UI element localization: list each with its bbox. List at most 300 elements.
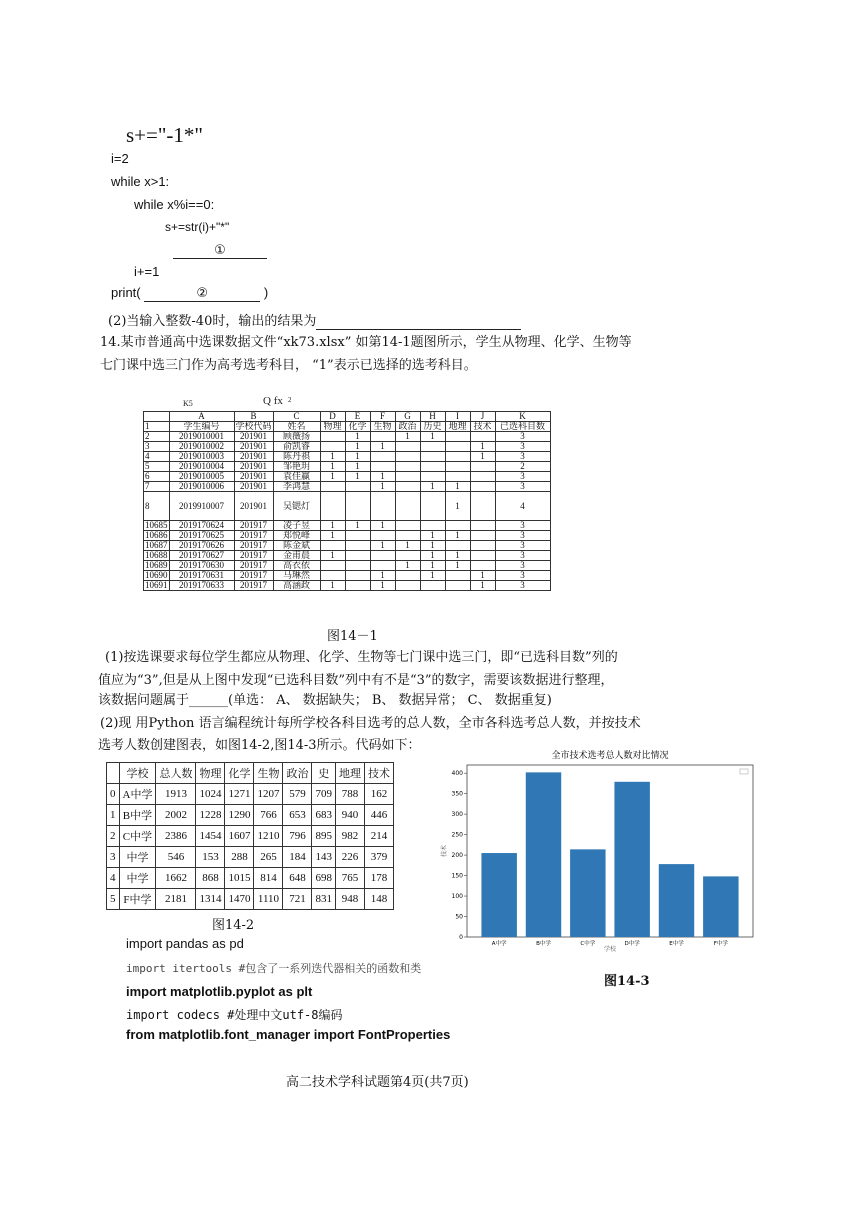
y-tick-label: 400 [451, 770, 463, 778]
sheet-cell [395, 492, 420, 521]
table-header-cell: 史 [312, 763, 336, 784]
sheet-cell [470, 472, 495, 482]
sheet-cell: 2019010002 [169, 442, 234, 452]
figure-14-2-caption: 图14-2 [212, 918, 255, 933]
table-cell: 3 [107, 847, 120, 868]
sheet-cell: 3 [495, 452, 550, 462]
sheet-cell: 2 [144, 432, 170, 442]
table-header-cell: 物理 [196, 763, 225, 784]
sheet-row [144, 442, 551, 452]
sheet-cell [395, 551, 420, 561]
sheet-row [144, 472, 551, 482]
blank-1: ① [173, 242, 267, 259]
table-cell: 1024 [196, 784, 225, 805]
sheet-cell: 2019010003 [169, 452, 234, 462]
chart-title: 全市技术选考总人数对比情况 [551, 751, 669, 761]
sheet-cell: 1 [395, 561, 420, 571]
sheet-cell [445, 541, 470, 551]
sheet-cell: 姓名 [273, 422, 320, 432]
sheet-cell [345, 581, 370, 591]
sheet-cell: 生物 [370, 422, 395, 432]
sheet-cell: 已选科目数 [495, 422, 550, 432]
x-tick-label: A中学 [491, 941, 507, 947]
blank-2: ② [144, 285, 260, 302]
table-header-cell: 化学 [225, 763, 254, 784]
sheet-cell: 201901 [234, 432, 273, 442]
table-cell: 940 [335, 805, 364, 826]
sheet-cell: 俞凯睿 [273, 442, 320, 452]
sheet-cell: 1 [470, 452, 495, 462]
sheet-row [144, 521, 551, 531]
sheet-cell: 201917 [234, 531, 273, 541]
y-tick-label: 150 [451, 872, 463, 880]
chart-ylabel: 技术 [441, 844, 448, 858]
sheet-cell: 2019170630 [169, 561, 234, 571]
sheet-cell: 1 [370, 571, 395, 581]
y-tick-label: 200 [451, 852, 463, 860]
formula-value: 2 [288, 396, 292, 404]
sheet-cell: 201901 [234, 442, 273, 452]
sheet-cell [395, 571, 420, 581]
table-cell: 814 [254, 868, 283, 889]
sheet-cell: 1 [420, 432, 445, 442]
sheet-cell [470, 482, 495, 492]
table-cell: 2181 [156, 889, 196, 910]
sheet-cell: F [370, 412, 395, 422]
y-tick-label: 250 [451, 831, 463, 839]
sheet-cell: 1 [420, 531, 445, 541]
name-box: K5 [183, 399, 193, 408]
sheet-cell: 1 [470, 581, 495, 591]
table-cell: 579 [283, 784, 312, 805]
sheet-cell: 1 [320, 521, 345, 531]
sheet-cell [370, 492, 395, 521]
sheet-cell: 1 [320, 551, 345, 561]
table-cell: B中学 [119, 805, 156, 826]
sheet-cell [445, 581, 470, 591]
print-prefix: print( [111, 285, 141, 300]
sheet-cell [445, 571, 470, 581]
table-cell: 1314 [196, 889, 225, 910]
sheet-cell [345, 482, 370, 492]
sheet-cell: 2019170625 [169, 531, 234, 541]
table-cell: 1607 [225, 826, 254, 847]
page-footer: 高二技术学科试题第4页(共7页) [286, 1075, 469, 1090]
sheet-cell: 技术 [470, 422, 495, 432]
sheet-cell: 1 [144, 422, 170, 432]
sheet-cell: 10685 [145, 520, 168, 530]
sheet-cell: 5 [144, 462, 170, 472]
table-cell: F中学 [119, 889, 156, 910]
bar [481, 853, 516, 937]
sheet-cell: 4 [495, 492, 550, 521]
sheet-cell [144, 412, 170, 422]
table-cell: 2386 [156, 826, 196, 847]
sheet-cell [470, 462, 495, 472]
sheet-cell [420, 452, 445, 462]
sheet-cell [395, 521, 420, 531]
sheet-cell: 学校代码 [235, 421, 272, 431]
table-cell: 143 [312, 847, 336, 868]
y-tick-label: 100 [451, 893, 463, 901]
table-header-cell: 政治 [283, 763, 312, 784]
sheet-cell: 政治 [395, 422, 420, 432]
sheet-cell: 1 [420, 551, 445, 561]
sheet-cell: 201901 [234, 452, 273, 462]
sheet-cell [395, 462, 420, 472]
sheet-cell [345, 561, 370, 571]
school-summary-table [106, 762, 394, 910]
sheet-cell: 201901 [234, 462, 273, 472]
table-row [107, 784, 394, 805]
q14-line1: 14.某市普通高中选课数据文件“xk73.xlsx” 如第14-1题图所示，学生从物理、化学、生物等 [100, 335, 632, 350]
y-tick-label: 50 [455, 913, 463, 921]
sheet-cell: 1 [320, 531, 345, 541]
sheet-cell: 1 [370, 482, 395, 492]
table-cell: 1207 [254, 784, 283, 805]
x-tick-label: B中学 [536, 941, 551, 947]
sheet-cell [470, 541, 495, 551]
sheet-cell: 高涵政 [273, 581, 320, 591]
answer-blank [316, 314, 521, 330]
table-cell: 5 [107, 889, 120, 910]
table-row [107, 847, 394, 868]
sheet-cell [470, 561, 495, 571]
sheet-row [144, 541, 551, 551]
sheet-cell: 学生编号 [169, 422, 234, 432]
sheet-cell: 1 [370, 521, 395, 531]
table-cell: 765 [335, 868, 364, 889]
table-cell: 948 [335, 889, 364, 910]
sheet-cell [445, 521, 470, 531]
sheet-cell: 2019170631 [169, 571, 234, 581]
sheet-cell: 1 [345, 472, 370, 482]
table-header-cell: 技术 [364, 763, 393, 784]
table-header-cell [107, 763, 120, 784]
table-cell: 709 [312, 784, 336, 805]
table-cell: 1210 [254, 826, 283, 847]
sheet-cell: 1 [345, 452, 370, 462]
column-letter-row [144, 412, 551, 422]
sheet-cell: 1 [445, 492, 470, 521]
table-cell: 153 [196, 847, 225, 868]
y-tick-label: 0 [459, 934, 463, 941]
q1-line2: 值应为“3”,但是从上图中发现“已选科目数”列中有不是“3”的数字，需要该数据进行整理， [98, 673, 614, 688]
figure-14-3-caption: 图14-3 [604, 974, 650, 989]
sheet-cell: 3 [495, 571, 550, 581]
sheet-cell: 1 [370, 472, 395, 482]
sheet-cell: 1 [370, 581, 395, 591]
sheet-cell [470, 521, 495, 531]
sheet-cell [320, 442, 345, 452]
sheet-cell: 郑悦峰 [273, 531, 320, 541]
sheet-cell: 201917 [234, 541, 273, 551]
q2b-line2: 选考人数创建图表，如图14-2,图14-3所示。代码如下： [98, 738, 421, 753]
sheet-cell: 地理 [445, 422, 470, 432]
sheet-cell [320, 482, 345, 492]
sheet-cell: 1 [395, 432, 420, 442]
table-row [107, 826, 394, 847]
sheet-cell: 4 [144, 452, 170, 462]
table-cell: 796 [283, 826, 312, 847]
sheet-cell: 3 [495, 581, 550, 591]
sheet-cell [345, 492, 370, 521]
bar [526, 772, 561, 937]
sheet-cell: 2019170627 [169, 551, 234, 561]
x-tick-label: F中学 [713, 941, 728, 947]
table-cell: 4 [107, 868, 120, 889]
sheet-cell [320, 492, 345, 521]
table-cell: 1 [107, 805, 120, 826]
table-cell: 中学 [119, 868, 156, 889]
sheet-cell: 1 [395, 541, 420, 551]
table-cell: 1662 [156, 868, 196, 889]
sheet-cell [420, 472, 445, 482]
code-import-pandas: import pandas as pd [126, 936, 244, 951]
code-line-sadd: s+=str(i)+"*" [165, 220, 230, 234]
table-cell: 648 [283, 868, 312, 889]
table-cell: 683 [312, 805, 336, 826]
sheet-cell: 1 [320, 452, 345, 462]
table-cell: 265 [254, 847, 283, 868]
table-cell: 1015 [225, 868, 254, 889]
table-header-cell: 学校 [119, 763, 156, 784]
table-cell: C中学 [119, 826, 156, 847]
sheet-cell [445, 442, 470, 452]
q1-line3: 该数据问题属于______(单选： A、 数据缺失； B、 数据异常； C、 数据重复) [98, 693, 552, 708]
sheet-row [144, 561, 551, 571]
sheet-cell: 3 [495, 531, 550, 541]
q14-line2: 七门课中选三门作为高考选考科目， “1”表示已选择的选考科目。 [100, 358, 477, 373]
code-line-while2: while x%i==0: [134, 197, 215, 212]
sheet-cell: G [395, 412, 420, 422]
sheet-cell: 历史 [420, 422, 445, 432]
sheet-cell: 吴锶灯 [273, 492, 320, 521]
sheet-cell: 1 [370, 541, 395, 551]
sheet-cell: 1 [345, 432, 370, 442]
sheet-cell: 2019010006 [169, 482, 234, 492]
sheet-cell: 顾薇扬 [273, 432, 320, 442]
sheet-cell: H [420, 412, 445, 422]
sheet-cell [420, 462, 445, 472]
sheet-cell: 1 [445, 561, 470, 571]
sheet-cell: J [470, 412, 495, 422]
sheet-row [144, 462, 551, 472]
table-cell: 721 [283, 889, 312, 910]
sheet-cell [395, 581, 420, 591]
sheet-cell: 物理 [320, 422, 345, 432]
sheet-cell: 陈金斌 [273, 541, 320, 551]
sheet-cell [395, 531, 420, 541]
sheet-row [144, 452, 551, 462]
code-line-iinc: i+=1 [134, 264, 160, 279]
table-cell: 379 [364, 847, 393, 868]
spreadsheet-table [143, 411, 551, 591]
sheet-row [144, 551, 551, 561]
sheet-cell: I [445, 412, 470, 422]
table-cell: 214 [364, 826, 393, 847]
table-cell: 1454 [196, 826, 225, 847]
figure-14-1-caption: 图14－1 [327, 629, 378, 644]
q2-text [108, 310, 521, 330]
sheet-cell [370, 452, 395, 462]
sheet-cell: 1 [370, 442, 395, 452]
bar [703, 876, 738, 937]
table-cell: 982 [335, 826, 364, 847]
sheet-row [144, 432, 551, 442]
sheet-cell: 201901 [234, 482, 273, 492]
sheet-cell: D [320, 412, 345, 422]
sheet-cell: 1 [470, 571, 495, 581]
sheet-cell [420, 581, 445, 591]
sheet-cell [445, 452, 470, 462]
table-cell: 895 [312, 826, 336, 847]
sheet-cell: 1 [445, 551, 470, 561]
sheet-row [144, 581, 551, 591]
sheet-cell [370, 432, 395, 442]
code-line-print [111, 285, 268, 302]
sheet-cell [470, 551, 495, 561]
table-header-cell: 总人数 [156, 763, 196, 784]
formula-label: Q fx [263, 395, 283, 407]
table-cell: 868 [196, 868, 225, 889]
bar [570, 849, 605, 937]
sheet-cell [320, 541, 345, 551]
code-import-codecs: import codecs #处理中文utf-8编码 [126, 1008, 343, 1022]
table-cell: 1290 [225, 805, 254, 826]
sheet-cell: 1 [445, 531, 470, 541]
table-cell: 831 [312, 889, 336, 910]
table-cell: 1913 [156, 784, 196, 805]
legend-box [740, 769, 748, 774]
sheet-cell: 2019170624 [169, 521, 234, 531]
sheet-cell: 3 [495, 472, 550, 482]
sheet-cell [445, 462, 470, 472]
sheet-cell [395, 482, 420, 492]
q2-label: (2)当输入整数-40时，输出的结果为 [108, 314, 317, 329]
sheet-cell [420, 521, 445, 531]
sheet-cell: K [495, 412, 550, 422]
sheet-row [144, 571, 551, 581]
table-cell: 2 [107, 826, 120, 847]
sheet-cell: 3 [495, 541, 550, 551]
sheet-cell: 3 [495, 432, 550, 442]
table-cell: 178 [364, 868, 393, 889]
sheet-cell [420, 442, 445, 452]
sheet-cell: 化学 [345, 422, 370, 432]
table-row [107, 868, 394, 889]
sheet-cell: 2019010005 [169, 472, 234, 482]
y-tick-label: 350 [451, 790, 463, 798]
sheet-cell: 1 [345, 442, 370, 452]
table-cell: 1228 [196, 805, 225, 826]
code-blank-1 [173, 242, 267, 259]
table-cell: 0 [107, 784, 120, 805]
sheet-row [144, 492, 551, 521]
code-line-while1: while x>1: [111, 174, 170, 189]
table-header-cell: 地理 [335, 763, 364, 784]
sheet-cell [320, 561, 345, 571]
sheet-cell: 邹艳玥 [273, 462, 320, 472]
sheet-cell [370, 551, 395, 561]
code-import-itertools: import itertools #包含了一系列迭代器相关的函数和类 [126, 962, 422, 975]
sheet-cell [445, 472, 470, 482]
sheet-cell [345, 531, 370, 541]
sheet-row [144, 482, 551, 492]
sheet-cell: 1 [420, 571, 445, 581]
table-cell: 2002 [156, 805, 196, 826]
sheet-cell: 1 [420, 561, 445, 571]
sheet-cell [345, 551, 370, 561]
code-line-i: i=2 [111, 151, 129, 166]
sheet-cell: 3 [144, 442, 170, 452]
sheet-cell: 3 [495, 521, 550, 531]
table-cell: 1470 [225, 889, 254, 910]
table-header-cell: 生物 [254, 763, 283, 784]
code-line-s: s+="-1*" [126, 123, 203, 147]
sheet-cell: 10689 [145, 560, 168, 570]
sheet-cell: 201901 [234, 492, 273, 521]
sheet-cell [345, 571, 370, 581]
sheet-cell: 6 [144, 472, 170, 482]
sheet-cell: 10691 [145, 580, 168, 590]
sheet-cell: 201917 [234, 581, 273, 591]
sheet-cell: 201917 [234, 571, 273, 581]
sheet-cell: 2019170626 [169, 541, 234, 551]
sheet-cell: 10690 [145, 570, 168, 580]
table-cell: 184 [283, 847, 312, 868]
column-header-row [144, 422, 551, 432]
spreadsheet-figure [143, 397, 571, 617]
code-import-fontmanager: from matplotlib.font_manager import FontProperties [126, 1027, 451, 1042]
sheet-cell: 2019010004 [169, 462, 234, 472]
sheet-cell [420, 492, 445, 521]
sheet-cell: 3 [495, 551, 550, 561]
chart-xlabel: 学校 [603, 946, 617, 953]
sheet-cell: 2019010001 [169, 432, 234, 442]
sheet-cell: C [273, 412, 320, 422]
sheet-cell [395, 442, 420, 452]
sheet-cell: 李鸿慧 [273, 482, 320, 492]
table-cell: 中学 [119, 847, 156, 868]
sheet-cell: 1 [420, 482, 445, 492]
table-row [107, 805, 394, 826]
x-tick-label: C中学 [580, 941, 596, 947]
sheet-cell: 马琳然 [273, 571, 320, 581]
table-row [107, 889, 394, 910]
sheet-cell: 1 [320, 581, 345, 591]
sheet-cell: 10686 [145, 530, 168, 540]
sheet-cell [370, 531, 395, 541]
sheet-cell: 金甫晨 [273, 551, 320, 561]
sheet-cell: E [345, 412, 370, 422]
table-cell: 226 [335, 847, 364, 868]
sheet-cell [320, 571, 345, 581]
code-import-matplotlib: import matplotlib.pyplot as plt [126, 984, 313, 999]
sheet-cell: 3 [495, 442, 550, 452]
y-tick-label: 300 [451, 811, 463, 819]
sheet-cell: 1 [345, 462, 370, 472]
sheet-cell: 7 [144, 482, 170, 492]
sheet-cell: 陈丹祺 [273, 452, 320, 462]
sheet-cell: 8 [144, 492, 170, 521]
sheet-cell: 1 [345, 521, 370, 531]
sheet-cell: 1 [470, 442, 495, 452]
bar-chart [441, 747, 755, 953]
sheet-cell: 2 [495, 462, 550, 472]
sheet-row [144, 531, 551, 541]
table-cell: A中学 [119, 784, 156, 805]
